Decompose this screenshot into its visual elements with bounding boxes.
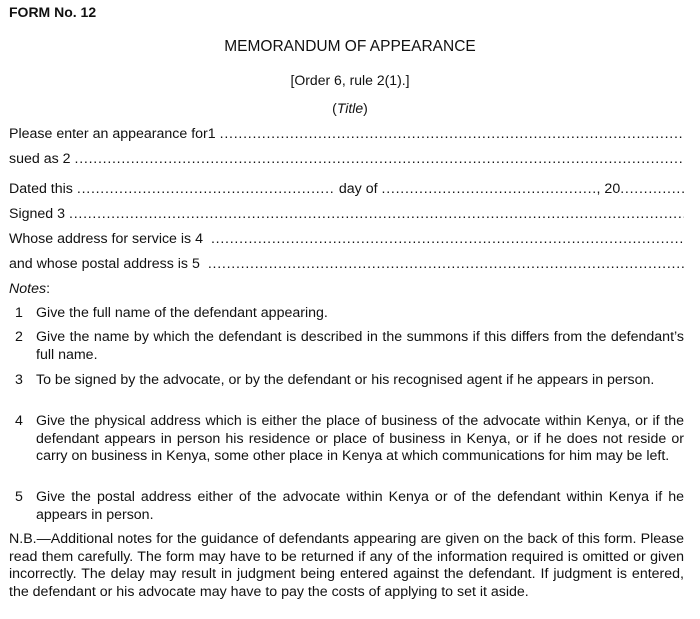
note-text: Give the name by which the defendant is described in the summons if this differs from the defendant’s full name. bbox=[36, 329, 684, 363]
postal-address-label: and whose postal address is 5 bbox=[9, 256, 200, 272]
signature-blank[interactable] bbox=[69, 206, 684, 223]
day-of-label: day of bbox=[338, 181, 378, 197]
form-number: FORM No. 12 bbox=[9, 4, 97, 20]
note-item bbox=[15, 329, 684, 364]
postal-address-blank[interactable] bbox=[208, 256, 684, 273]
note-text: Give the physical address which is either the place of business of the advocate within Kenya, or if the defendant appears in person his residence or place of business in Kenya, or if he does not reside or carry on business in Kenya, some other place in Kenya at which communications for him may be left. bbox=[36, 413, 684, 464]
service-address-label: Whose address for service is 4 bbox=[9, 231, 203, 247]
date-year-blank[interactable] bbox=[620, 181, 684, 198]
signed-label: Signed 3 bbox=[9, 206, 66, 222]
note-item bbox=[15, 372, 684, 390]
postal-address-row bbox=[9, 256, 684, 273]
party-title bbox=[0, 100, 700, 116]
nb-paragraph: N.B.—Additional notes for the guidance of defendants appearing are given on the back of this form. Please read them carefully. The form may have to be returned if any of the information required is omitted or given incorrectly. The delay may result in judgment being entered against the defendant. If judgment is entered, the defendant or his advocate may have to pay the costs of applying to set it aside. bbox=[9, 531, 684, 600]
dated-row bbox=[9, 181, 684, 198]
note-item bbox=[15, 305, 684, 323]
note-text: To be signed by the advocate, or by the defendant or his recognised agent if he appears in person. bbox=[36, 372, 655, 388]
service-address-row bbox=[9, 231, 684, 248]
party-open-paren: ( bbox=[332, 100, 337, 116]
note-item bbox=[15, 413, 684, 466]
signed-row bbox=[9, 206, 684, 223]
note-number: 3 bbox=[15, 372, 23, 388]
form-title: MEMORANDUM OF APPEARANCE bbox=[224, 38, 476, 55]
order-reference: [Order 6, rule 2(1).] bbox=[290, 72, 410, 88]
party-close-paren: ) bbox=[363, 100, 368, 116]
notes-heading bbox=[9, 281, 50, 297]
note-text: Give the postal address either of the advocate within Kenya or of the defendant within Kenya if he appears in person. bbox=[36, 489, 684, 523]
note-number: 5 bbox=[15, 489, 23, 505]
note-item bbox=[15, 489, 684, 524]
year-label: , 20 bbox=[596, 181, 621, 197]
service-address-blank[interactable] bbox=[211, 231, 684, 248]
notes-heading-colon: : bbox=[46, 281, 51, 297]
sued-as-label: sued as 2 bbox=[9, 151, 71, 167]
party-title-text: Title bbox=[336, 100, 364, 116]
appearance-for-label: Please enter an appearance for1 bbox=[9, 126, 216, 142]
date-day-blank[interactable] bbox=[77, 181, 335, 198]
appearance-for-row bbox=[9, 126, 684, 143]
sued-as-row bbox=[9, 151, 684, 168]
dated-label: Dated this bbox=[9, 181, 73, 197]
date-month-blank[interactable] bbox=[382, 181, 597, 198]
note-number: 4 bbox=[15, 413, 23, 429]
note-number: 2 bbox=[15, 329, 23, 345]
notes-heading-text: Notes bbox=[9, 281, 47, 297]
sued-as-blank[interactable] bbox=[75, 151, 684, 168]
note-number: 1 bbox=[15, 305, 23, 321]
note-text: Give the full name of the defendant appearing. bbox=[36, 305, 328, 321]
appearance-for-blank[interactable] bbox=[220, 126, 684, 143]
